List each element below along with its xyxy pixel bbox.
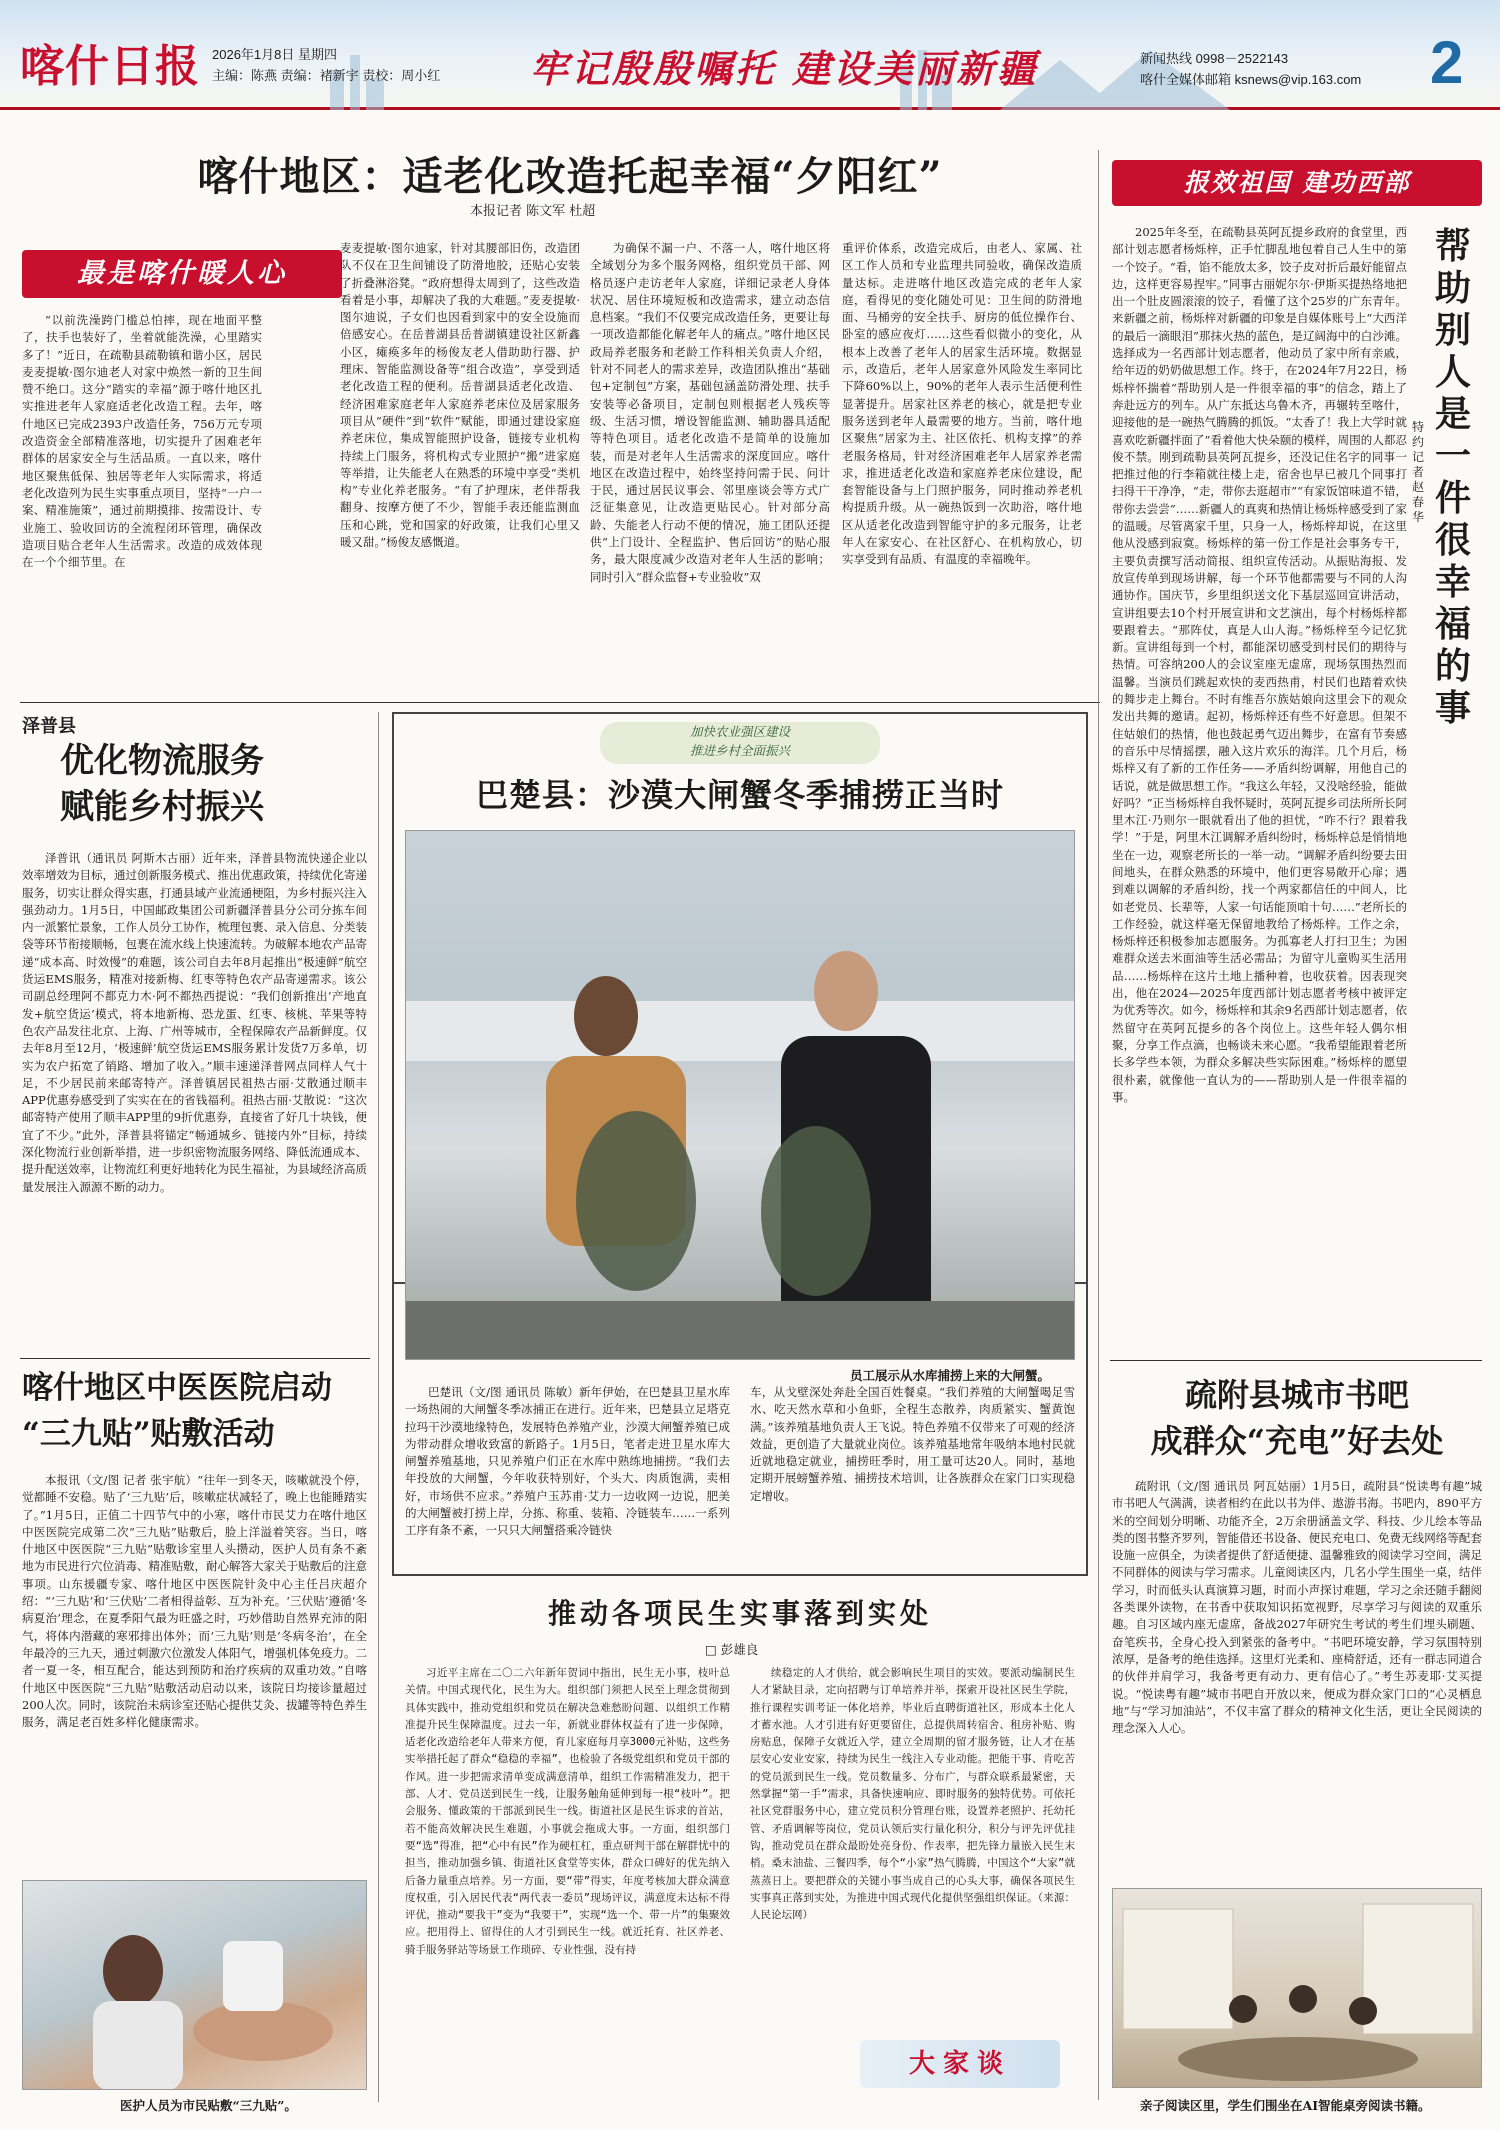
opinion-byline: □ 彭雄良 <box>705 1642 759 1657</box>
crab-headline: 巴楚县：沙漠大闸蟹冬季捕捞正当时 <box>475 776 1004 814</box>
library-photo-scene <box>1113 1889 1482 2088</box>
tcm-headline-line2: “三九贴”贴敷活动 <box>22 1416 275 1452</box>
lead-col-1: “以前洗澡跨门槛总怕摔，现在地面平整了，扶手也装好了，坐着就能洗澡，心里踏实多了！”近日，在疏勒县疏勒镇和谐小区，居民麦麦提敏·图尔迪老人对家中焕然一新的卫生间赞不绝口。这分“踏实的幸福”源于喀什地区扎实推进老年人家庭适老化改造工程。去年，喀什地区已完成2393户改造任务，756万元专项改造资金全部精准落地，切实提升了困难老年群体的居家安全与生活品质。一直以来，喀什地区聚焦低保、独居等老年人实际需求，将适老化改造列为民生实事重点项目，坚持“一户一案、精准施策”，通过前期摸排、按需设计、专业施工、验收回访的全流程闭环管理，确保改造项目贴合老年人生活需求。改造的成效体现在一个个细节里。在 <box>22 313 262 570</box>
zepu-headline-line2: 赋能乡村振兴 <box>60 787 264 827</box>
news-hotline: 新闻热线 0998－2522143 <box>1140 51 1289 66</box>
tcm-headline-line1: 喀什地区中医医院启动 <box>22 1370 332 1406</box>
lead-col-2: 麦麦提敏·图尔迪家，针对其腰部旧伤，改造团队不仅在卫生间铺设了防滑地胶，还贴心安装了折叠淋浴凳。“政府想得太周到了，这些改造看着是小事，却解决了我的大难题。”麦麦提敏·图尔迪说，子女们也因看到家中的安全设施而倍感安心。在岳普湖县岳普湖镇建设社区新鑫小区，瘫痪多年的杨俊友老人借助助行器、护理床、智能监测设备等“组合改造”，享受到适老化改造工程的便利。岳普湖县适老化改造、经济困难家庭老年人家庭养老床位及居家服务项目从“硬件”到“软件”赋能，即通过建设家庭养老床位，集成智能照护设备，链接专业机构持续上门服务，将机构式专业照护“搬”进家庭等举措，让失能老人在熟悉的环境中享受“类机构”专业化养老服务。“有了护理床，老伴帮我翻身、按摩方便了不少，智能手表还能监测血压和心跳，党和国家的好政策，让我们心里又暖又甜。”杨俊友感慨道。 <box>340 241 580 550</box>
library-body: 疏附讯（文/图 通讯员 阿瓦姑丽）1月5日，疏附县“悦读粤有趣”城市书吧人气满满，读者相约在此以书为伴、遨游书海。书吧内，890平方米的空间划分明晰、功能齐全，2万余册涵盖文学、科技、少儿绘本等品类的图书整齐罗列，智能借还书设备、便民充电口、免费无线网络等配套设施一应俱全，为读者提供了舒适便捷、温馨雅致的阅读学习空间，满足不同群体的阅读与学习需求。儿童阅读区内，几名小学生围坐一桌，结伴学习，时而低头认真演算习题，时而小声探讨难题，学习之余还随手翻阅各类课外读物，在书香中获取知识拓宽视野，尽享学习与阅读的双重乐趣。自习区域内座无虚席，备战2027年研究生考试的考生们埋头刷题、奋笔疾书，全身心投入到紧张的备考中。“书吧环境安静，学习氛围特别浓厚，是备考的绝佳选择。这里灯光柔和、座椅舒适，还有一群志同道合的伙伴并肩学习，我备考更有动力、更有信心了。”考生苏麦耶·艾买提说。“悦读粤有趣”城市书吧自开放以来，便成为群众家门口的“心灵栖息地”与“学习加油站”，不仅丰富了群众的精神文化生活，更让全民阅读的理念深入人心。 <box>1112 1479 1482 1736</box>
zepu-kicker: 泽普县 <box>22 716 76 737</box>
contact-info <box>1140 48 1361 90</box>
issue-date: 2026年1月8日 星期四 <box>212 47 337 62</box>
crab-frame-left <box>392 1284 394 1574</box>
opinion-col-1: 习近平主席在二〇二六年新年贺词中指出，民生无小事，枝叶总关情。中国式现代化，民生为大。组织部门须把人民至上理念贯彻到具体实践中，推动党组织和党员在解决急难愁盼问题、以组织工作精准提升民生保障温度。过去一年，新就业群体权益有了进一步保障，适老化改造给老年人带来方便，育儿家庭每月享3000元补贴，这些务实举措托起了群众“稳稳的幸福”，也检验了各级党组织和党员干部的作风。进一步把需求清单变成满意清单，组织工作需精准发力，把干部、人才、党员送到民生一线，让服务触角延伸到每一根“枝叶”。把会服务、懂政策的干部派到民生一线。街道社区是民生诉求的首站，若不能高效解决民生难题，小事就会拖成大事。一方面，组织部门要“选”得准，把“心中有民”作为硬杠杠，重点研判干部在解群忧中的担当，推动加强乡镇、街道社区食堂等实体，群众口碑好的优先纳入后备力量重点培养。另一方面，要“带”得实，年度考核加大群众满意度权重，引入居民代表“两代表一委员”现场评议，满意度未达标不得评优，推动“要我干”变为“我要干”，实现“选一个、带一片”的集聚效应。把用得上、留得住的人才引到民生一线。就近托育、社区养老、骑手服务驿站等场景工作琐碎、专业性强，没有持 <box>405 1667 730 1956</box>
lead-headline: 喀什地区：适老化改造托起幸福“夕阳红” <box>197 153 943 200</box>
column-rule <box>378 712 379 2102</box>
editors-line: 主编：陈燕 责编：褚新宇 责校：周小红 <box>212 68 441 83</box>
helper-byline: 特约记者 赵春华 <box>1411 420 1424 524</box>
helper-body: 2025年冬至，在疏勒县英阿瓦提乡政府的食堂里，西部计划志愿者杨烁梓，正手忙脚乱地包着自己人生中的第一个饺子。“看，馅不能放太多，饺子皮对折后最好能留点边，这样更容易捏牢。”同事古丽妮尔尔·伊斯买提热络地把出一个肚皮圆滚滚的饺子，看懂了这个25岁的广东青年。来新疆之前，杨烁梓对新疆的印象是自媒体账号上“大西洋的最后一滴眼泪”那抹火热的蓝色，是辽阔海中的白沙滩。选择成为一名西部计划志愿者，他动员了家中所有亲戚，给年迈的奶奶做思想工作。终于，在2024年7月22日，杨烁梓怀揣着“帮助别人是一件很幸福的事”的信念，踏上了奔赴远方的列车。从广东抵达乌鲁木齐，再辗转至喀什，迎接他的是一碗热气腾腾的抓饭。“太香了！我上大学时就喜欢吃新疆拌面了”看着他大快朵颐的模样，周围的人都忍俊不禁。刚到疏勒县英阿瓦提乡，还没记住名字的同事一把推过他的行李箱就往楼上走，宿舍也早已被几个同事打扫得干干净净，“走，带你去逛超市”“有家饭馆味道不错，带你去尝尝”……新疆人的真爽和热情让杨烁梓感受到了家的温暖。尽管离家千里，只身一人，杨烁梓却说，在这里他从没感到寂寞。杨烁梓的第一份工作是社会事务专干，主要负责撰写活动简报、组织宣传活动。从振贴海报、发放宣传单到现场讲解，每一个环节他都需要与不同的人沟通协作。国庆节，乡里组织送文化下基层巡回宣讲活动，宣讲组要去10个村开展宣讲和文艺演出，每个村杨烁梓都要跟着去。“那阵仗，真是人山人海。”杨烁梓至今记忆犹新。宣讲组每到一个村，都能深切感受到村民们的期待与热情。可容纳200人的会议室座无虚席，现场氛围热烈而温馨。当演员们跳起欢快的麦西热甫，村民们也踏着欢快的舞步走上舞台。不时有维吾尔族姑娘向这里会下的观众发出共舞的邀请。起初，杨烁梓还有些不好意思。但架不住姑娘们的热情，他也鼓起勇气迈出舞步，在富有节奏感的音乐中尽情摇摆，融入这片欢乐的海洋。几个月后，杨烁梓又有了新的工作任务——矛盾纠纷调解，用他自己的话说，就是做思想工作。“我这么年轻，又没啥经验，能做好吗？”正当杨烁梓自我怀疑时，英阿瓦提乡司法所所长阿里木江·乃则尔一眼就看出了他的担忧，“咋不行？跟着我学！”于是，阿里木江调解矛盾纠纷时，杨烁梓总是悄悄地坐在一边，观察老所长的一举一动。“调解矛盾纠纷要去田间地头，在群众熟悉的环境中，他们更容易敞开心扉；遇到难以调解的矛盾纠纷，找一个两家都信任的中间人，比如老党员、长辈等，人家一句话能顶咱十句……”老所长的工作经验，就这样毫无保留地教给了杨烁梓。工作之余，杨烁梓还积极参加志愿服务。为孤寡老人打扫卫生；为困难群众送去米面油等生活必需品；为留守儿童购买生活用品……杨烁梓在这片土地上播种着，也收获着。因表现突出，他在2024—2025年度西部计划志愿者考核中被评定为优秀等次。如今，杨烁梓和其余9名西部计划志愿者，依然留守在英阿瓦提乡的各个岗位上。这些年轻人偶尔相聚，分享工作点滴，也畅谈未来心愿。“我希望能跟着老所长多学些本领，为群众多解决些实际困难。”杨烁梓的愿望很朴素，就像他一直认为的——帮助别人是一件很幸福的事。 <box>1112 225 1407 1104</box>
warm-kashgar-banner: 最是喀什暖人心 <box>22 250 342 298</box>
divider <box>20 1358 370 1359</box>
opinion-col-2: 续稳定的人才供给，就会影响民生项目的实效。要派动编制民生人才紧缺目录，定向招聘与订单培养并举，探索开设社区民生学院，推行课程实训考证一体化培养，毕业后直聘街道社区，形成本土化人才蓄水池。人才引进有好更要留住，总提供周转宿舍、租房补贴、购房贴息，保障子女就近入学，建立全周期的留才服务链，让人才在基层安心安业安家，持续为民生一线注入专业动能。把能干事、肯吃苦的党员派到民生一线。党员数量多、分布广，与群众联系最紧密，天然掌握“第一手”需求，具备快速响应、即时服务的独特优势。可依托社区党群服务中心，建立党员积分管理台账，设置养老照护、托幼托管、矛盾调解等岗位，党员认领后实行量化积分，积分与评先评优挂钩，推动党员在群众最盼处亮身份、作表率，把先锋力量嵌入民生末梢。桑末油盐、三餐四季，每个“小家”热气腾腾，中国这个“大家”就蒸蒸日上。要把群众的关键小事当成自己的心头大事，确保各项民生实事真正落到实处，为推进中国式现代化提供坚强组织保证。（来源：人民论坛网） <box>750 1667 1075 1922</box>
column-rule <box>1098 150 1099 2100</box>
crab-photo-scene <box>406 831 1075 1360</box>
badge-line-1: 加快农业强区建设 <box>689 724 790 739</box>
library-headline <box>1112 1372 1482 1464</box>
zepu-body: 泽普讯（通讯员 阿斯木古丽）近年来，泽普县物流快递企业以效率增效为目标，通过创新服务模式、推出优惠政策，持续优化寄递服务，切实让群众得实惠，打通县域产业流通梗阻，为乡村振兴注入强劲动力。1月5日，中国邮政集团公司新疆泽普县分公司分拣车间内一派繁忙景象，工作人员分工协作，梳理包裹、录入信息、分类装袋等环节衔接顺畅，包裹在流水线上快速流转。为破解本地农产品寄递“成本高、时效慢”的难题，该公司自去年8月起推出“极速鲜”航空货运EMS服务，精准对接新梅、红枣等特色农产品寄递需求。该公司副总经理阿不都克力木·阿不都热西提说：“我们创新推出‘产地直发+航空货运’模式，将本地新梅、恐龙蛋、红枣、核桃、苹果等特色农产品发往北京、上海、广州等城市，全程保障农产品新鲜度。仅去年8月至12月，‘极速鲜’航空货运EMS服务累计发货7万多单，切实为农户拓宽了销路、增加了收入。”顺丰速递泽普网点同样人气十足，不少居民前来邮寄特产。泽普镇居民祖热古丽·艾散通过顺丰APP优惠券感受到了实实在在的省钱福利。祖热古丽·艾散说：“这次邮寄特产使用了顺丰APP里的9折优惠券，直接省了好几十块钱，便宜了不少。”此外，泽普县将锚定“畅通城乡、链接内外”目标，持续深化物流行业创新举措，进一步织密物流服务网络、降低流通成本、提升配送效率，让物流红利更好地转化为民生福祉，为县域经济高质量发展注入源源不断的动力。 <box>22 851 367 1194</box>
library-photo-caption: 亲子阅读区里，学生们围坐在AI智能桌旁阅读书籍。 <box>1140 2098 1431 2113</box>
page-number: 2 <box>1430 29 1464 96</box>
crab-col-1: 巴楚讯（文/图 通讯员 陈敏）新年伊始，在巴楚县卫星水库一场热闹的大闸蟹冬季冰捕正在进行。近年来，巴楚县立足塔克拉玛干沙漠地缘特色，发展特色养殖产业，沙漠大闸蟹养殖已成为带动群众增收致富的新路子。1月5日，笔者走进卫星水库大闸蟹养殖基地，只见养殖户们正在水库中熟练地捕捞。“我们去年投放的大闸蟹，今年收获特别好，个头大、肉质饱满，卖相好，市场供不应求。”养殖户玉苏甫·艾力一边收网一边说，肥美的大闸蟹被打捞上岸，分拣、称重、装箱、冷链装车……一系列工序有条不紊，一只只大闸蟹搭乘冷链快 <box>405 1385 730 1538</box>
divider <box>1110 1360 1482 1361</box>
tcm-photo-scene <box>23 1881 367 2090</box>
tcm-headline <box>22 1365 372 1457</box>
lead-col-3: 为确保不漏一户、不落一人，喀什地区将全域划分为多个服务网格，组织党员干部、网格员逐户走访老年人家庭，详细记录老人身体状况、居住环境短板和改造需求，建立动态信息档案。“我们不仅要完成改造任务，更要让每一项改造都能化解老年人的痛点。”喀什地区民政局养老服务和老龄工作科相关负责人介绍，针对不同老人的需求差异，改造团队推出“基础包+定制包”方案，基础包涵盖防滑处理、扶手安装等必备项目，定制包则根据老人残疾等级、生活习惯，增设智能监测、辅助器具适配等特色项目。适老化改造不是简单的设施加装，而是对老年人生活需求的深度回应。喀什地区在改造过程中，始终坚持问需于民、问计于民，通过居民议事会、邻里座谈会等方式广泛征集意见，让改造更贴民心。针对部分高龄、失能老人行动不便的情况，施工团队还提供“上门设计、全程监护、售后回访”的贴心服务，最大限度减少改造对老年人生活的影响；同时引入“群众监督+专业验收”双 <box>590 241 830 584</box>
helper-headline: 帮助别人是一件很幸福的事 <box>1434 225 1471 729</box>
zepu-headline <box>60 738 360 830</box>
rural-revitalization-badge <box>600 722 880 764</box>
masthead-slogan: 牢记殷殷嘱托 建设美丽新疆 <box>530 46 1039 91</box>
news-email: 喀什全媒体邮箱 ksnews@vip.163.com <box>1140 72 1362 87</box>
lead-col-4: 重评价体系，改造完成后，由老人、家属、社区工作人员和专业监理共同验收，确保改造质量达标。走进喀什地区改造完成的老年人家庭，看得见的变化随处可见：卫生间的防滑地面、马桶旁的安全扶手、厨房的低位操作台、卧室的感应夜灯……这些看似微小的变化，从根本上改善了老年人的居家生活环境。数据显示，改造后，老年人居家意外风险发生率同比下降60%以上，90%的老年人表示生活便利性显著提升。居家社区养老的核心，就是把专业服务送到老年人最需要的地方。当前，喀什地区聚焦“居家为主、社区依托、机构支撑”的养老服务格局，针对经济困难老年人居家养老需求，推进适老化改造和家庭养老床位建设，配套智能设备与上门照护服务，同时推动养老机构提质升级。从一碗热饭到一次助浴，喀什地区从适老化改造到智能守护的多元服务，让老年人在家安心、在社区舒心、在机构放心，切实享受到有品质、有温度的幸福晚年。 <box>842 241 1082 567</box>
library-headline-line2: 成群众“充电”好去处 <box>1150 1422 1444 1460</box>
header-meta <box>212 44 440 86</box>
crab-frame-bottom <box>392 1574 1088 1576</box>
crab-frame-right <box>1086 1284 1088 1574</box>
crab-col-2: 车，从戈壁深处奔赴全国百姓餐桌。“我们养殖的大闸蟹喝足雪水、吃天然水草和小鱼虾，全程生态散养，肉质紧实、蟹黄饱满。”该养殖基地负责人王飞说。特色养殖不仅带来了可观的经济效益，更创造了大量就业岗位。该养殖基地常年吸纳本地村民就近就地稳定就业，捕捞旺季时，用工量可达20人。同时，基地定期开展螃蟹养殖、捕捞技术培训，让各族群众在家门口实现稳定增收。 <box>750 1385 1075 1503</box>
crab-photo-caption: 员工展示从水库捕捞上来的大闸蟹。 <box>850 1368 1051 1383</box>
tcm-body: 本报讯（文/图 记者 张宇航）“往年一到冬天，咳嗽就没个停，觉都睡不安稳。贴了‘三九贴’后，咳嗽症状减轻了，晚上也能睡踏实了。”1月5日，正值二十四节气中的小寒，喀什市民艾力在喀什地区中医医院完成第二次“三九贴”贴敷后，脸上洋溢着笑容。当日，喀什地区中医医院“三九贴”贴敷诊室里人头攒动，医护人员有条不紊地为市民进行穴位消毒、精准贴敷，耐心解答大家关于贴敷后的注意事项。山东援疆专家、喀什地区中医医院针灸中心主任吕庆超介绍：“‘三九贴’和‘三伏贴’二者相得益彰、互为补充。‘三伏贴’遵循‘冬病夏治’理念，在夏季阳气最为旺盛之时，巧妙借助自然界充沛的阳气，将体内潜藏的寒邪排出体外；而‘三九贴’则是‘冬病冬治’，在全年最冷的三九天，通过刺激穴位激发人体阳气，增强机体免疫力。二者一夏一冬，相互配合，能达到预防和治疗疾病的双重功效。”自喀什地区中医医院“三九贴”贴敷活动启动以来，该院日均接诊量超过200人次。同时，该院治未病诊室还贴心提供艾灸、拔罐等特色养生服务，满足老百姓多样化健康需求。 <box>22 1473 367 1730</box>
crab-photo <box>405 830 1075 1360</box>
zepu-headline-line1: 优化物流服务 <box>60 741 264 781</box>
opinion-headline: 推动各项民生实事落到实处 <box>547 1597 932 1630</box>
newspaper-logo: 喀什日报 <box>20 41 200 92</box>
library-photo <box>1112 1888 1482 2088</box>
tcm-photo-caption: 医护人员为市民贴敷“三九贴”。 <box>120 2098 297 2113</box>
lead-byline: 本报记者 陈文军 杜超 <box>470 204 596 219</box>
tcm-photo <box>22 1880 367 2090</box>
library-headline-line1: 疏附县城市书吧 <box>1184 1376 1409 1414</box>
badge-line-2: 推进乡村全面振兴 <box>689 743 790 758</box>
dajiatan-badge: 大家谈 <box>860 2040 1060 2088</box>
divider <box>20 702 1100 703</box>
honor-banner: 报效祖国 建功西部 <box>1112 160 1482 206</box>
